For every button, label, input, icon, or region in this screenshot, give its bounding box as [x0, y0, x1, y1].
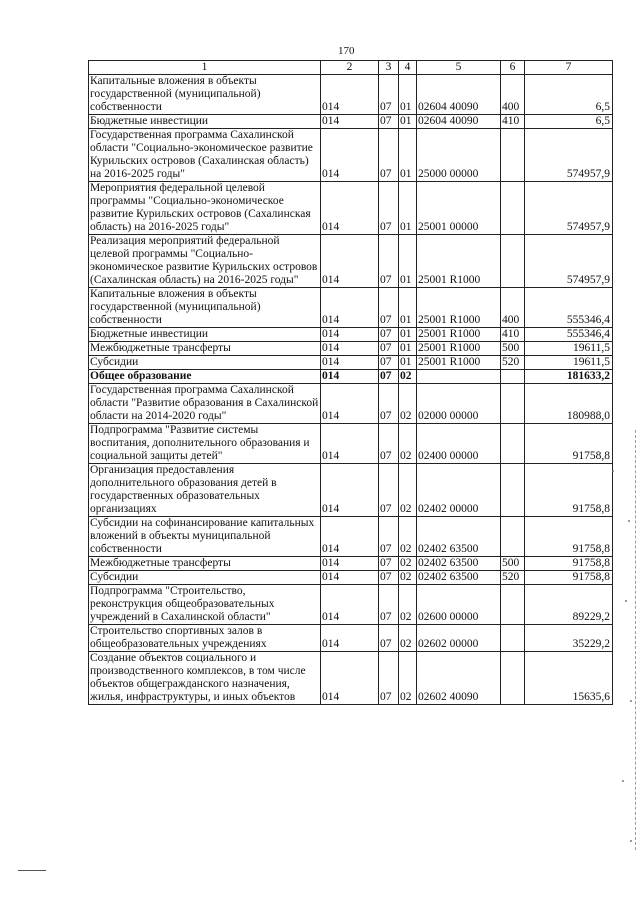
- row-ministry-code: 014: [321, 557, 379, 571]
- row-section-code: 07: [379, 182, 399, 235]
- row-name: Субсидии: [89, 356, 321, 370]
- row-amount: 574957,9: [525, 129, 613, 182]
- row-amount: 574957,9: [525, 235, 613, 288]
- row-target-code: 02604 40090: [417, 115, 501, 129]
- row-subsection-code: 02: [399, 652, 417, 705]
- row-amount: 91758,8: [525, 424, 613, 464]
- row-ministry-code: 014: [321, 75, 379, 115]
- header-col-7: 7: [525, 61, 613, 75]
- row-name: Бюджетные инвестиции: [89, 328, 321, 342]
- row-target-code: 25001 R1000: [417, 235, 501, 288]
- row-expense-type: 400: [501, 288, 525, 328]
- row-ministry-code: 014: [321, 585, 379, 625]
- row-subsection-code: 02: [399, 464, 417, 517]
- row-subsection-code: 01: [399, 75, 417, 115]
- row-amount: 19611,5: [525, 356, 613, 370]
- row-expense-type: [501, 464, 525, 517]
- row-expense-type: [501, 370, 525, 384]
- row-name: Подпрограмма "Строительство, реконструкция общеобразовательных учреждений в Сахалинской области": [89, 585, 321, 625]
- row-amount: 555346,4: [525, 328, 613, 342]
- row-expense-type: [501, 517, 525, 557]
- row-subsection-code: 02: [399, 557, 417, 571]
- row-ministry-code: 014: [321, 182, 379, 235]
- row-ministry-code: 014: [321, 235, 379, 288]
- table-row: [89, 424, 613, 464]
- row-target-code: 02402 63500: [417, 571, 501, 585]
- row-section-code: 07: [379, 342, 399, 356]
- page-number: 170: [338, 45, 355, 57]
- row-subsection-code: 02: [399, 424, 417, 464]
- scan-speck: [630, 700, 632, 702]
- row-amount: 91758,8: [525, 464, 613, 517]
- row-subsection-code: 01: [399, 235, 417, 288]
- row-ministry-code: 014: [321, 356, 379, 370]
- row-target-code: 25001 00000: [417, 182, 501, 235]
- row-ministry-code: 014: [321, 328, 379, 342]
- row-section-code: 07: [379, 517, 399, 557]
- table-row: [89, 115, 613, 129]
- row-ministry-code: 014: [321, 571, 379, 585]
- row-expense-type: 500: [501, 557, 525, 571]
- row-ministry-code: 014: [321, 342, 379, 356]
- row-section-code: 07: [379, 571, 399, 585]
- row-section-code: 07: [379, 625, 399, 652]
- row-target-code: 25001 R1000: [417, 342, 501, 356]
- row-subsection-code: 01: [399, 182, 417, 235]
- scan-speck: [628, 520, 630, 522]
- row-amount: 91758,8: [525, 517, 613, 557]
- row-section-code: 07: [379, 652, 399, 705]
- row-subsection-code: 02: [399, 384, 417, 424]
- row-amount: 574957,9: [525, 182, 613, 235]
- table-row: [89, 517, 613, 557]
- row-name: Субсидии: [89, 571, 321, 585]
- table-row: [89, 75, 613, 115]
- row-name: Межбюджетные трансферты: [89, 557, 321, 571]
- row-expense-type: [501, 652, 525, 705]
- table-row: [89, 571, 613, 585]
- header-col-1: 1: [89, 61, 321, 75]
- row-amount: 555346,4: [525, 288, 613, 328]
- row-ministry-code: 014: [321, 384, 379, 424]
- row-name: Организация предоставления дополнительного образования детей в государственных образовательных организациях: [89, 464, 321, 517]
- row-amount: 35229,2: [525, 625, 613, 652]
- row-section-code: 07: [379, 328, 399, 342]
- row-amount: 180988,0: [525, 384, 613, 424]
- table-row: [89, 585, 613, 625]
- row-section-code: 07: [379, 75, 399, 115]
- row-expense-type: 520: [501, 571, 525, 585]
- row-target-code: 02402 00000: [417, 464, 501, 517]
- row-section-code: 07: [379, 235, 399, 288]
- row-name: Создание объектов социального и производственного комплексов, в том числе объектов общегражданского назначения, жилья, инфраструктуры, и иных объектов: [89, 652, 321, 705]
- header-col-3: 3: [379, 61, 399, 75]
- budget-table: [88, 60, 613, 705]
- table-body: [89, 75, 613, 705]
- table-row: [89, 370, 613, 384]
- row-section-code: 07: [379, 115, 399, 129]
- row-target-code: 02602 40090: [417, 652, 501, 705]
- table-row: [89, 384, 613, 424]
- scan-speck: [625, 600, 627, 602]
- row-subsection-code: 02: [399, 571, 417, 585]
- row-target-code: 02000 00000: [417, 384, 501, 424]
- header-col-5: 5: [417, 61, 501, 75]
- row-name: Субсидии на софинансирование капитальных вложений в объекты муниципальной собственности: [89, 517, 321, 557]
- row-subsection-code: 01: [399, 288, 417, 328]
- row-target-code: [417, 370, 501, 384]
- row-expense-type: [501, 424, 525, 464]
- row-name: Строительство спортивных залов в общеобразовательных учреждениях: [89, 625, 321, 652]
- row-amount: 6,5: [525, 75, 613, 115]
- row-expense-type: [501, 585, 525, 625]
- row-section-code: 07: [379, 288, 399, 328]
- row-subsection-code: 01: [399, 342, 417, 356]
- row-ministry-code: 014: [321, 517, 379, 557]
- row-target-code: 25000 00000: [417, 129, 501, 182]
- row-ministry-code: 014: [321, 464, 379, 517]
- table-row: [89, 288, 613, 328]
- row-subsection-code: 02: [399, 370, 417, 384]
- row-amount: 89229,2: [525, 585, 613, 625]
- row-ministry-code: 014: [321, 129, 379, 182]
- row-expense-type: [501, 384, 525, 424]
- table-row: [89, 652, 613, 705]
- row-target-code: 02402 63500: [417, 517, 501, 557]
- row-name: Капитальные вложения в объекты государственной (муниципальной) собственности: [89, 288, 321, 328]
- row-expense-type: 410: [501, 328, 525, 342]
- row-target-code: 02402 63500: [417, 557, 501, 571]
- row-ministry-code: 014: [321, 424, 379, 464]
- row-section-code: 07: [379, 356, 399, 370]
- row-name: Государственная программа Сахалинской области "Социально-экономическое развитие Курильских островов (Сахалинская область) на 2016-2025 годы": [89, 129, 321, 182]
- table-row: [89, 625, 613, 652]
- scan-speck: [622, 780, 624, 782]
- row-name: Мероприятия федеральной целевой программы "Социально-экономическое развитие Курильских островов (Сахалинская область) на 2016-2025 годы": [89, 182, 321, 235]
- row-expense-type: 400: [501, 75, 525, 115]
- row-name: Бюджетные инвестиции: [89, 115, 321, 129]
- row-subsection-code: 01: [399, 115, 417, 129]
- row-expense-type: [501, 129, 525, 182]
- row-subsection-code: 02: [399, 625, 417, 652]
- row-expense-type: 500: [501, 342, 525, 356]
- row-section-code: 07: [379, 464, 399, 517]
- row-ministry-code: 014: [321, 625, 379, 652]
- row-subsection-code: 01: [399, 328, 417, 342]
- row-target-code: 02600 00000: [417, 585, 501, 625]
- table-row: [89, 356, 613, 370]
- table-row: [89, 328, 613, 342]
- row-section-code: 07: [379, 370, 399, 384]
- row-subsection-code: 01: [399, 356, 417, 370]
- row-amount: 6,5: [525, 115, 613, 129]
- scan-speck: [612, 470, 614, 472]
- row-expense-type: [501, 625, 525, 652]
- row-target-code: 25001 R1000: [417, 328, 501, 342]
- header-col-4: 4: [399, 61, 417, 75]
- scan-mark-left: [18, 870, 46, 871]
- header-col-2: 2: [321, 61, 379, 75]
- row-expense-type: 520: [501, 356, 525, 370]
- row-ministry-code: 014: [321, 115, 379, 129]
- row-amount: 15635,6: [525, 652, 613, 705]
- row-name: Капитальные вложения в объекты государственной (муниципальной) собственности: [89, 75, 321, 115]
- table-row: [89, 557, 613, 571]
- row-expense-type: 410: [501, 115, 525, 129]
- row-ministry-code: 014: [321, 288, 379, 328]
- row-section-code: 07: [379, 384, 399, 424]
- row-section-code: 07: [379, 129, 399, 182]
- scan-edge-right: [634, 430, 636, 850]
- row-name: Подпрограмма "Развитие системы воспитания, дополнительного образования и социальной защиты детей": [89, 424, 321, 464]
- scan-speck: [630, 840, 632, 842]
- row-section-code: 07: [379, 557, 399, 571]
- table-row: [89, 129, 613, 182]
- row-target-code: 25001 R1000: [417, 288, 501, 328]
- row-target-code: 25001 R1000: [417, 356, 501, 370]
- row-amount: 19611,5: [525, 342, 613, 356]
- row-name: Общее образование: [89, 370, 321, 384]
- row-ministry-code: 014: [321, 652, 379, 705]
- row-target-code: 02604 40090: [417, 75, 501, 115]
- row-amount: 181633,2: [525, 370, 613, 384]
- row-amount: 91758,8: [525, 571, 613, 585]
- row-section-code: 07: [379, 585, 399, 625]
- table-row: [89, 342, 613, 356]
- row-name: Реализация мероприятий федеральной целевой программы "Социально-экономическое развитие Курильских островов (Сахалинская область) на 2016-2025 годы": [89, 235, 321, 288]
- row-amount: 91758,8: [525, 557, 613, 571]
- table-row: [89, 182, 613, 235]
- row-subsection-code: 01: [399, 129, 417, 182]
- row-expense-type: [501, 235, 525, 288]
- row-name: Государственная программа Сахалинской области "Развитие образования в Сахалинской области на 2014-2020 годы": [89, 384, 321, 424]
- row-section-code: 07: [379, 424, 399, 464]
- row-ministry-code: 014: [321, 370, 379, 384]
- table-row: [89, 235, 613, 288]
- row-subsection-code: 02: [399, 585, 417, 625]
- table-header-row: [89, 61, 613, 75]
- row-target-code: 02602 00000: [417, 625, 501, 652]
- row-expense-type: [501, 182, 525, 235]
- row-subsection-code: 02: [399, 517, 417, 557]
- row-name: Межбюджетные трансферты: [89, 342, 321, 356]
- table-row: [89, 464, 613, 517]
- row-target-code: 02400 00000: [417, 424, 501, 464]
- header-col-6: 6: [501, 61, 525, 75]
